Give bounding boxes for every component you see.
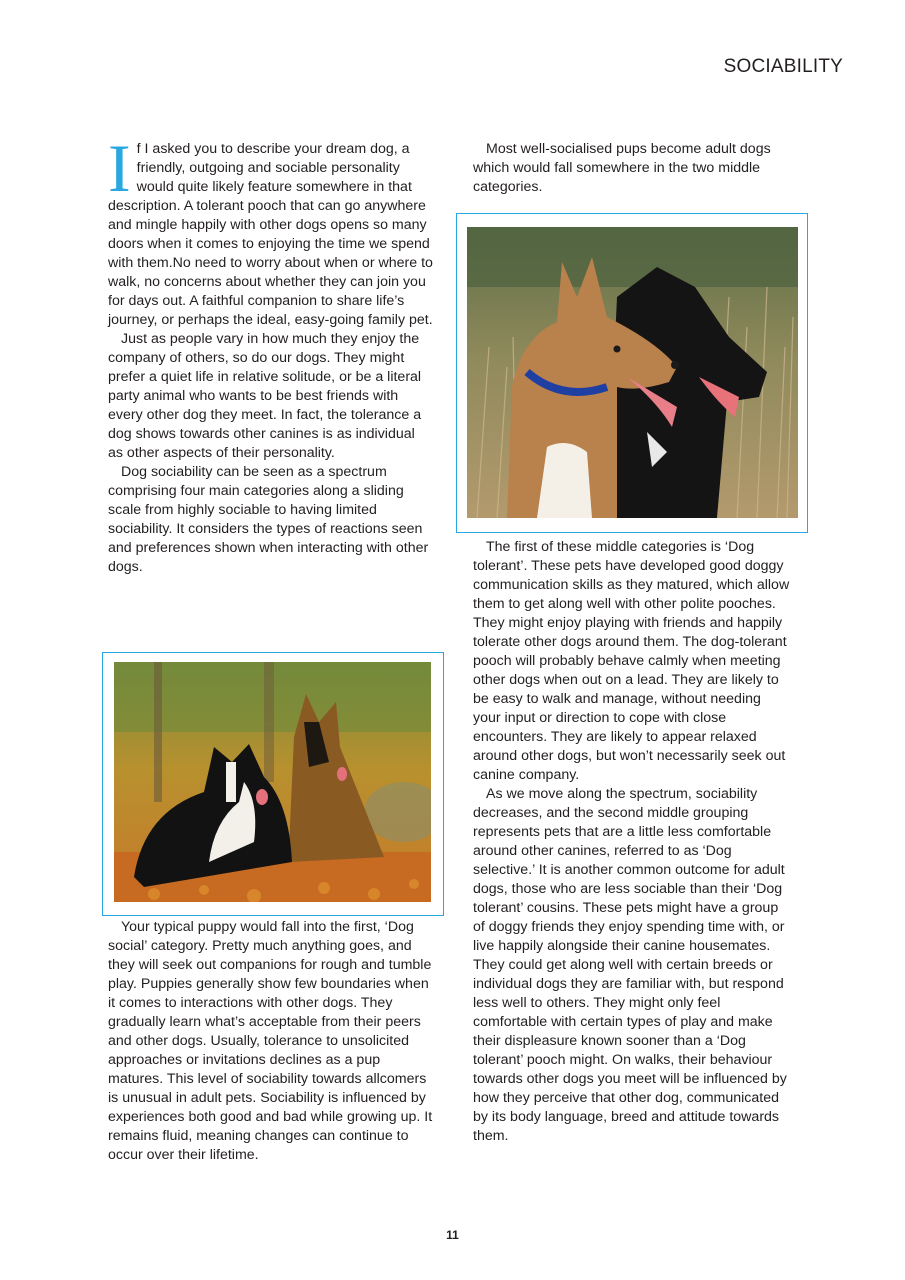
article-paragraph: Dog sociability can be seen as a spectrum comprising four main categories along a sliding scale from highly sociable to having limited sociability. It considers the types of reactions seen and preferences shown when interacting with other dogs. bbox=[108, 464, 429, 575]
photo-frame-left bbox=[102, 652, 444, 916]
article-column-left-bottom bbox=[108, 918, 433, 1165]
article-paragraph: Your typical puppy would fall into the first, ‘Dog social’ category. Pretty much anything goes, and they will seek out companions for rough and tumble play. Puppies generally show few boundaries when it comes to interactions with other dogs. They gradually learn what’s acceptable from their peers and other dogs. Usually, tolerance to unsolicited approaches or invitations declines as a pup matures. This level of sociability towards allcomers is unusual in adult pets. Sociability is influenced by experiences both good and bad while growing up. It remains fluid, meaning changes can continue to occur over their lifetime. bbox=[108, 919, 433, 1163]
photo-frame-right bbox=[456, 213, 808, 533]
article-paragraph: Just as people vary in how much they enjoy the company of others, so do our dogs. They might prefer a quiet life in relative solitude, or be a literal party animal who wants to be best friends with every other dog they meet. In fact, the tolerance a dog shows towards other canines is as individual as other aspects of their personality. bbox=[108, 331, 422, 461]
article-paragraph: As we move along the spectrum, sociability decreases, and the second middle grouping represents pets that are a little less comfortable around other canines, referred to as ‘Dog selective.’ It is another common outcome for adult dogs, those who are less sociable than their ‘Dog tolerant’ cousins. These pets might have a group of doggy friends they enjoy spending time with, or live happily alongside their canine housemates. They could get along well with certain breeds or individual dogs they are familiar with, but respond less well to others. They might only feel comfortable with certain types of play and make their displeasure known sooner than a ‘Dog tolerant’ pooch might. On walks, their behaviour towards other dogs you meet will be influenced by how they perceive that other dog, communicated by its body language, breed and attitude towards them. bbox=[473, 786, 787, 1144]
photo-illustration bbox=[467, 227, 798, 518]
article-paragraph: Most well-socialised pups become adult dogs which would fall somewhere in the two middle categories. bbox=[473, 141, 771, 195]
article-paragraph: The first of these middle categories is ‘Dog tolerant’. These pets have developed good doggy communication skills as they matured, which allow them to get along well with other polite pooches. They might enjoy playing with friends and happily tolerate other dogs around them. The dog-tolerant pooch will probably behave calmly when meeting other dogs when out on a lead. They are likely to be easy to walk and manage, without needing your input or direction to cope with close encounters. They are likely to appear relaxed around other dogs, but won’t necessarily seek out canine company. bbox=[473, 539, 790, 783]
photo-collie-and-shepherd bbox=[114, 662, 431, 902]
article-column-left-top bbox=[108, 130, 433, 577]
article-column-right-bottom bbox=[473, 538, 791, 1146]
paragraph-text: f I asked you to describe your dream dog, a friendly, outgoing and sociable personality would quite likely feature somewhere in that description. A tolerant pooch that can go anywhere and mingle happily with other dogs opens so many doors when it comes to enjoying the time we spend with them.No need to worry about when or where to walk, no concerns about whether they can join you for days out. A faithful companion to share life’s journey, or perhaps the ideal, easy-going family pet. bbox=[108, 141, 433, 328]
section-title: SOCIABILITY bbox=[723, 56, 843, 77]
article-column-right-top bbox=[473, 140, 791, 197]
photo-two-dogs-grass bbox=[467, 227, 798, 518]
drop-cap: I bbox=[108, 130, 131, 206]
photo-illustration bbox=[114, 662, 431, 902]
page-number: 11 bbox=[446, 1228, 459, 1242]
article-paragraph bbox=[108, 130, 433, 330]
